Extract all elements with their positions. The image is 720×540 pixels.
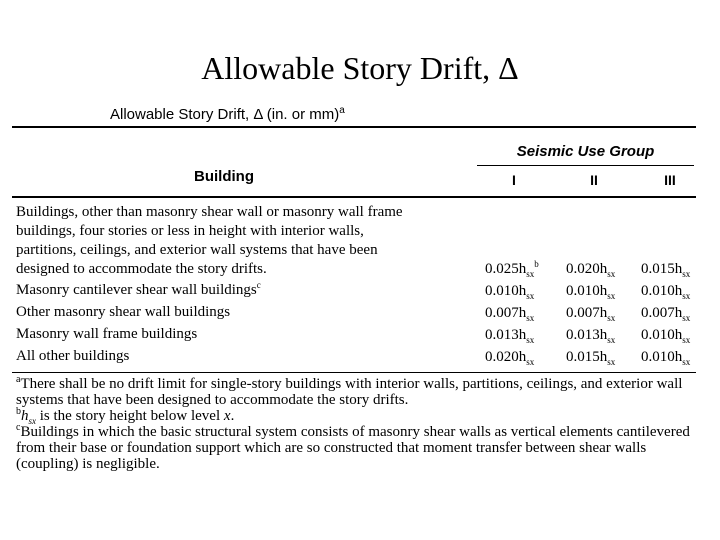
building-column-header: Building: [194, 168, 254, 185]
value-cell: $0.015h_{sx}$: [641, 261, 691, 279]
value-cell: $0.010h_{sx}$: [641, 283, 691, 301]
table-title-text: Allowable Story Drift, Δ (in. or mm): [110, 106, 340, 123]
value-cell: $0.020h_{sx}$: [566, 261, 616, 279]
table-footnotes: [16, 376, 706, 472]
footnote-b: $^bh_{sx}$ is the story height below level x.: [16, 406, 235, 426]
group-header-iii: III: [664, 172, 676, 188]
value-cell: $0.007h_{sx}$: [641, 305, 691, 323]
table-title: [110, 106, 345, 123]
footnote-c: $^c$Buildings in which the basic structural system consists of masonry shear walls as vertical elements cantilevered from their base or foundation support which are so constructed that moment transfer between shear walls (coupling) is negligible.: [16, 422, 690, 472]
table-title-footnote-mark: a: [339, 105, 345, 116]
value-cell: $0.010h_{sx}$: [566, 283, 616, 301]
group-header-ii: II: [590, 172, 598, 188]
header-bottom-rule: [12, 196, 696, 198]
table-top-rule: [12, 126, 696, 128]
row-label-all-other-buildings: All other buildings: [16, 348, 130, 364]
value-cell: $0.013h_{sx}$: [566, 327, 616, 345]
value-cell: $0.020h_{sx}$: [485, 349, 535, 367]
row-label-masonry-wall-frame: Masonry wall frame buildings: [16, 326, 198, 342]
value-cell: $0.025h_{sx}^b$: [485, 259, 539, 279]
value-cell: $0.007h_{sx}$: [566, 305, 616, 323]
slide-title: Allowable Story Drift, Δ: [201, 50, 519, 86]
value-cell: $0.013h_{sx}$: [485, 327, 535, 345]
value-cell: $0.015h_{sx}$: [566, 349, 616, 367]
row-label-buildings-four-stories: Buildings, other than masonry shear wall or masonry wall frame buildings, four stories or less in height with interior walls, partitions, ceilings, and exterior wall systems that have been designed to accommodate the story drifts.: [16, 204, 403, 277]
seismic-use-group-header: Seismic Use Group: [516, 143, 655, 160]
value-cell: $0.010h_{sx}$: [641, 327, 691, 345]
table-body-bottom-rule: [12, 372, 696, 373]
group-header-rule: [477, 165, 694, 166]
value-cell: $0.010h_{sx}$: [641, 349, 691, 367]
group-header-i: I: [512, 172, 516, 188]
value-cell: $0.007h_{sx}$: [485, 305, 535, 323]
footnote-a: $^a$There shall be no drift limit for single-story buildings with interior walls, partitions, ceilings, and exterior wall systems that have been designed to accommodate the story drifts.: [16, 374, 683, 408]
value-cell: $0.010h_{sx}$: [485, 283, 535, 301]
row-label-masonry-cantilever: Masonry cantilever shear wall buildings$^c$: [16, 280, 261, 298]
row-label-other-masonry-shear-wall: Other masonry shear wall buildings: [16, 304, 231, 320]
